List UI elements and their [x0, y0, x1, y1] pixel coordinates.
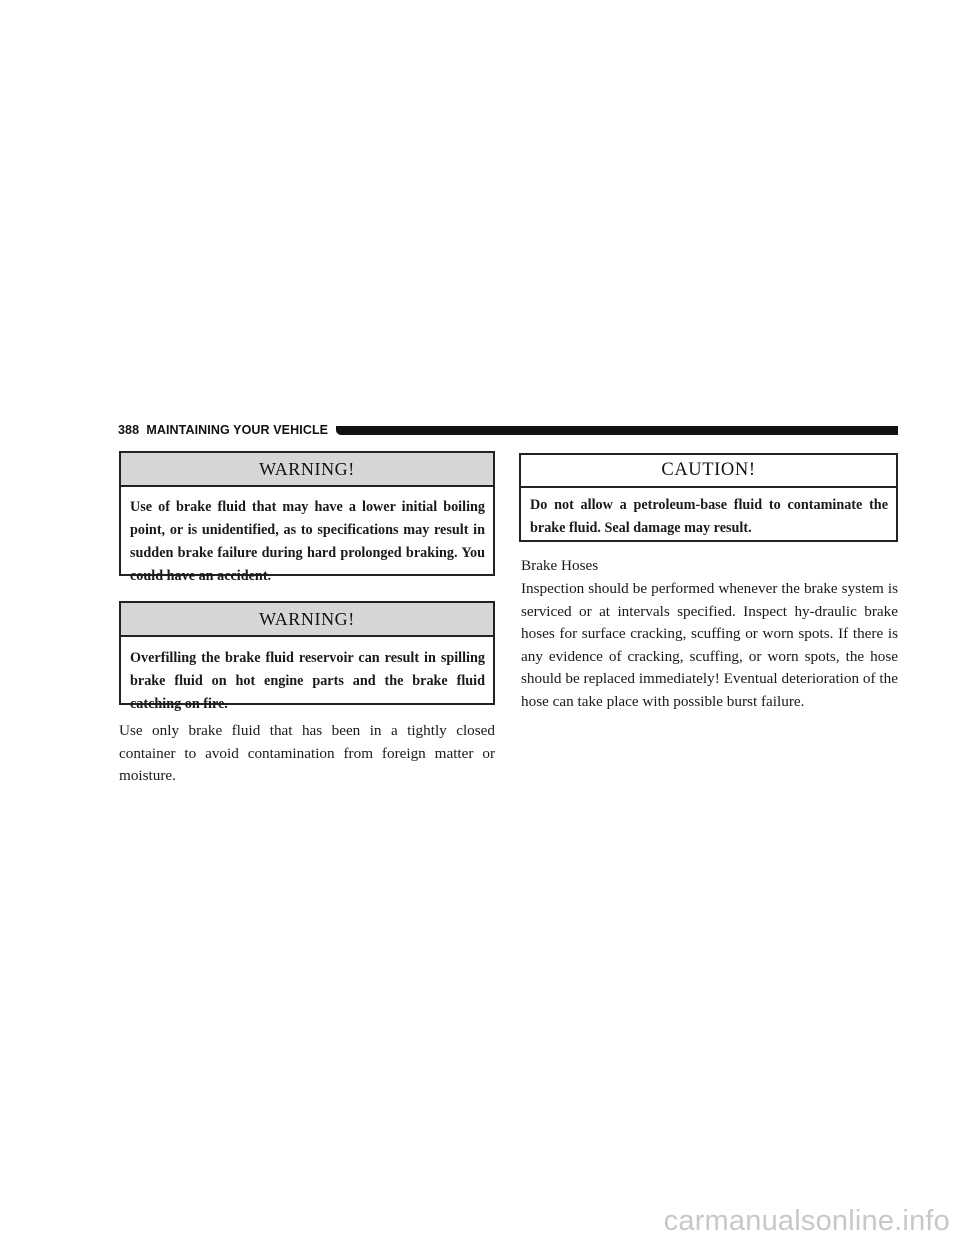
- warning-box-overfilling: [119, 601, 495, 712]
- brake-hoses-heading: Brake Hoses: [521, 557, 599, 574]
- caution-text: Do not allow a petroleum-base fluid to contaminate the brake fluid. Seal damage may result.: [530, 497, 888, 536]
- warning-title: WARNING!: [121, 603, 493, 637]
- caution-title: CAUTION!: [521, 455, 896, 488]
- watermark-text: carmanualsonline.info: [663, 1205, 950, 1237]
- section-title: MAINTAINING YOUR VEHICLE: [146, 423, 329, 437]
- warning-box-reduced-boiling-point: [119, 451, 495, 584]
- warning-text: Use of brake fluid that may have a lower initial boiling point, or is unidentified, as to specifications may result in sudden brake failure during hard prolonged braking. You could have an accident.: [130, 499, 485, 584]
- warning-title: WARNING!: [121, 453, 493, 487]
- page-header-text: [118, 423, 328, 437]
- page-header: [118, 423, 898, 437]
- warning-text: Overfilling the brake fluid reservoir can result in spilling brake fluid on hot engine parts and the brake fluid catching on fire.: [130, 650, 485, 712]
- caution-box: [519, 453, 898, 542]
- header-rule: [336, 426, 898, 435]
- brake-hoses-paragraph: Inspection should be performed whenever the brake system is serviced or at intervals specified. Inspect hy-draulic brake hoses for surface cracking, scuffing or worn spots. If there is any evidence of cracking, scuffing, or worn spots, the hose should be replaced immediately! Eventual deterioration of the hose can take place with possible burst failure.: [521, 580, 898, 710]
- brake-fluid-paragraph: Use only brake fluid that has been in a tightly closed container to avoid contamination from foreign matter or moisture.: [119, 722, 495, 784]
- page-number: 388: [118, 423, 140, 437]
